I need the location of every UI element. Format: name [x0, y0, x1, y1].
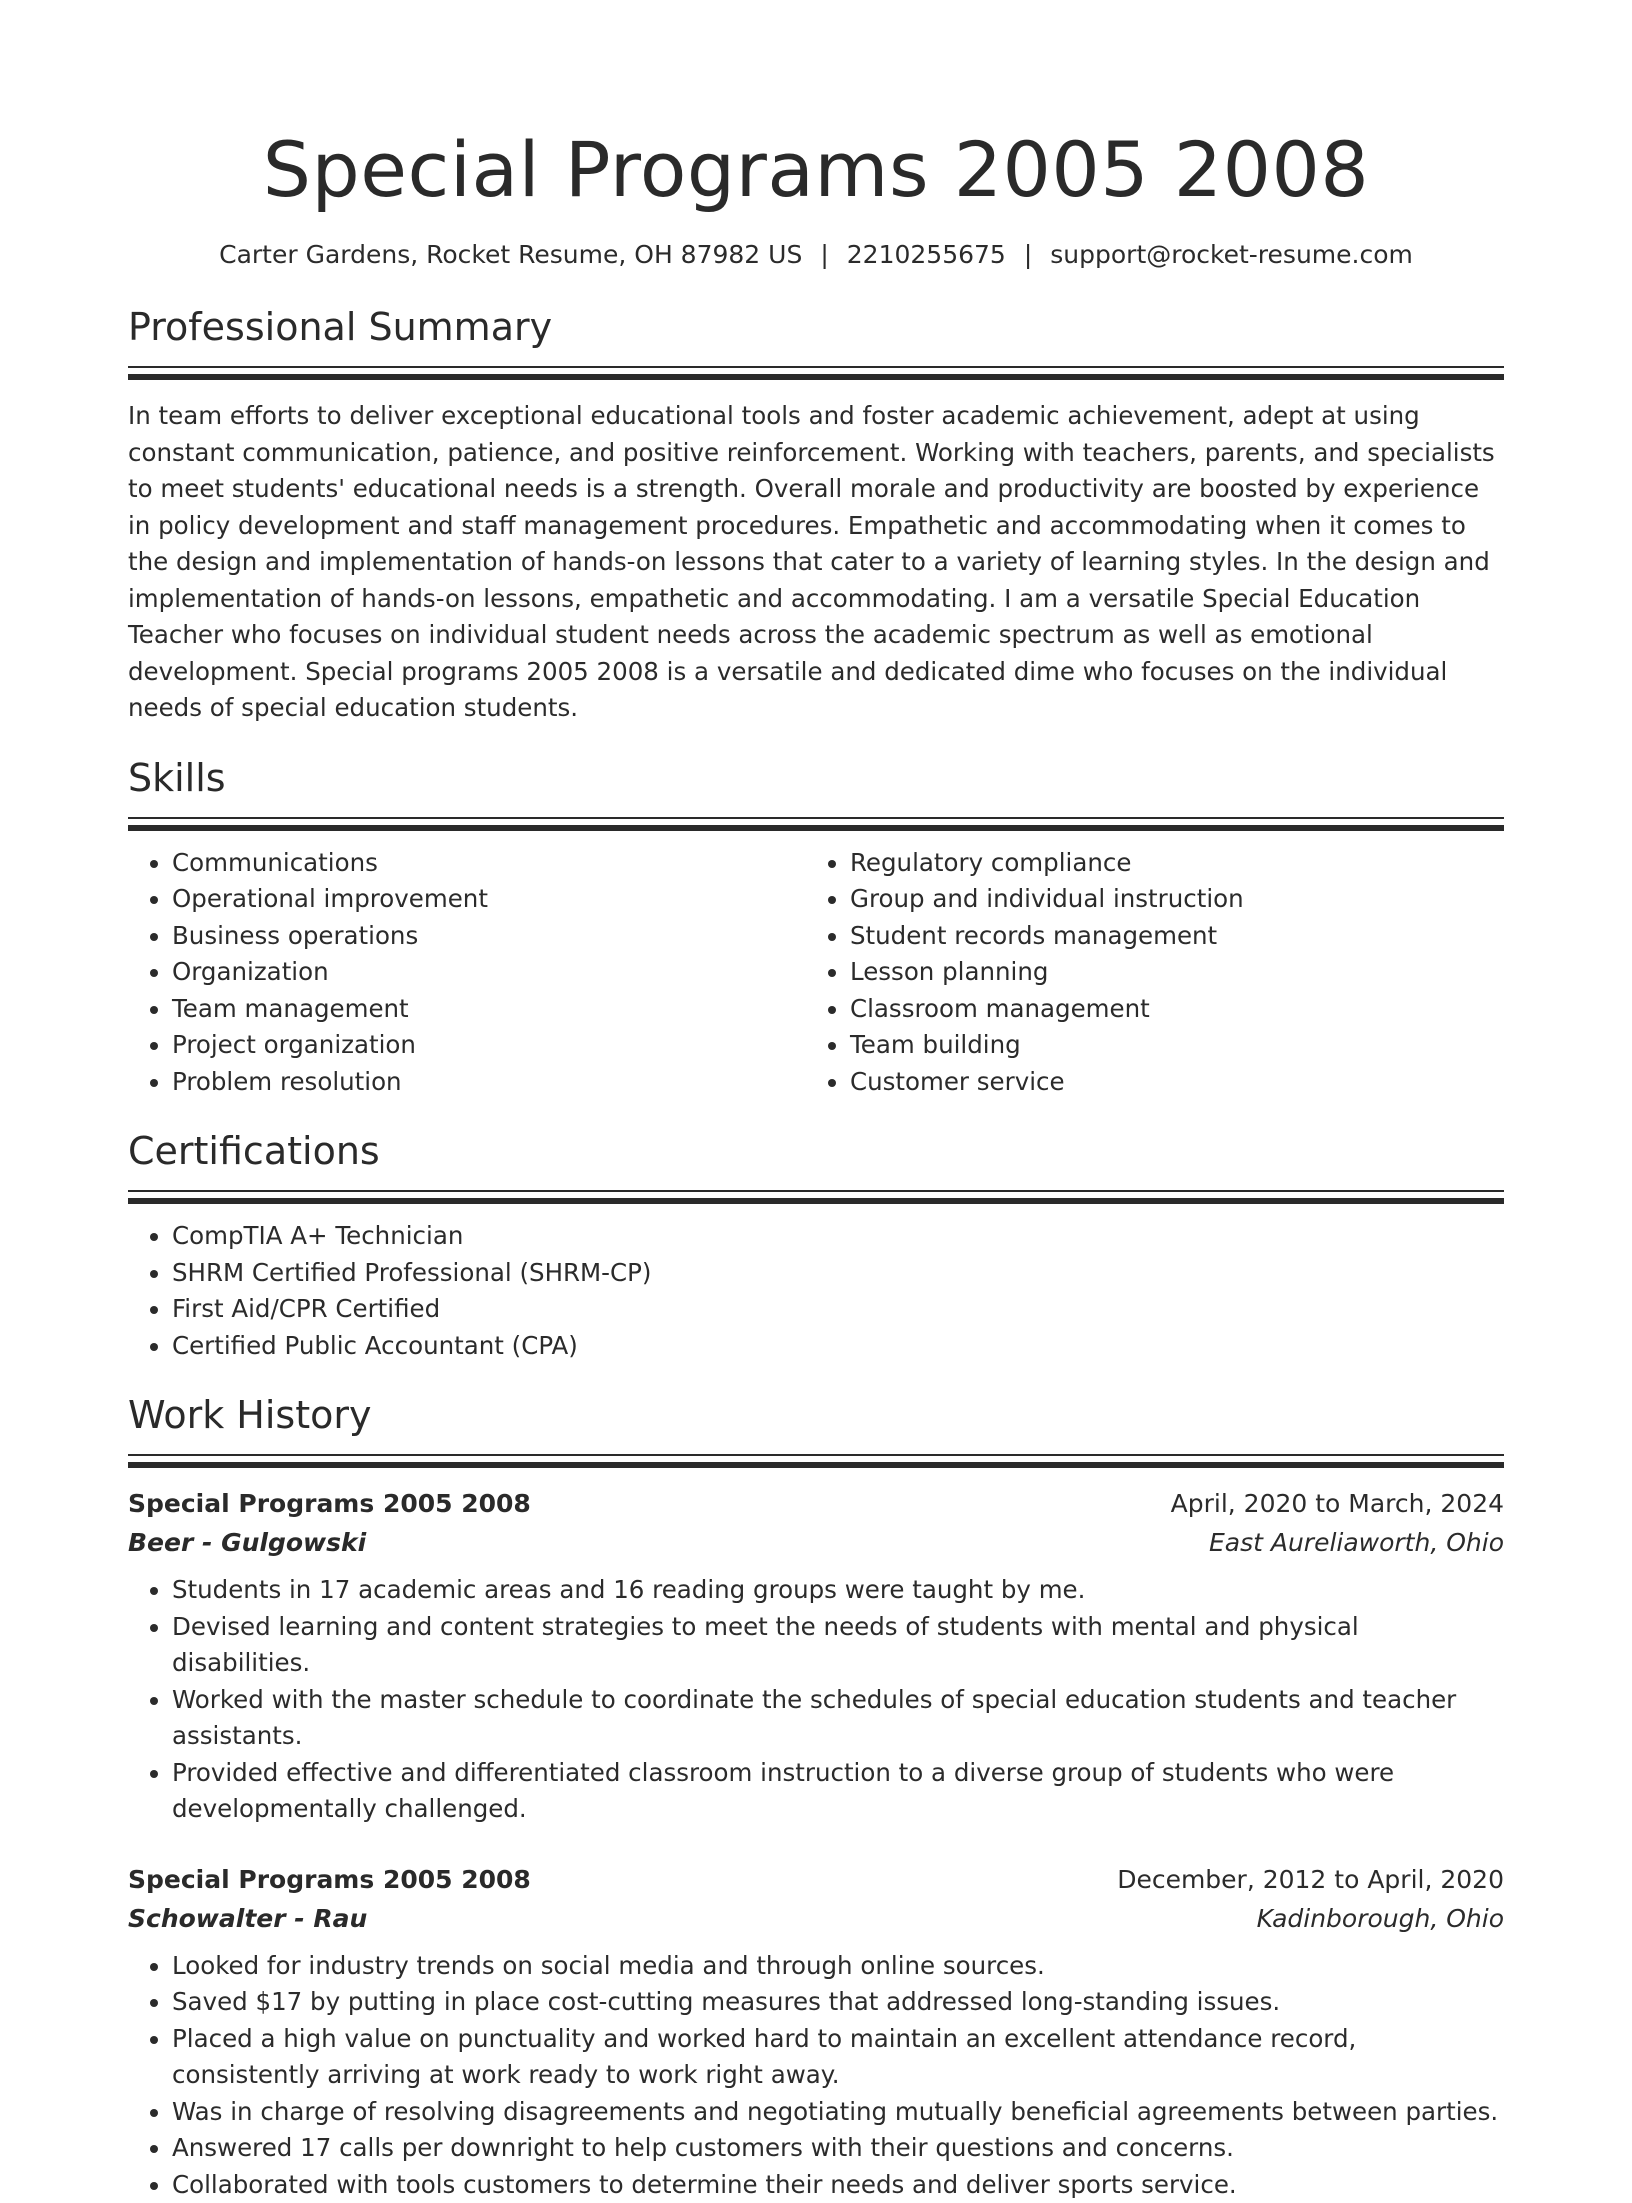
job-header	[128, 1860, 1504, 1899]
skill-item: • Team building	[850, 1027, 1484, 1064]
section-divider	[128, 366, 1504, 382]
job-entry	[128, 1484, 1504, 1828]
skill-item: • Student records management	[850, 918, 1484, 955]
skill-item: • Lesson planning	[850, 954, 1484, 991]
skill-item: • Business operations	[172, 918, 806, 955]
job-bullet: • Was in charge of resolving disagreements and negotiating mutually beneficial agreements between parties.	[172, 2094, 1504, 2131]
job-bullet: • Answered 17 calls per downright to help customers with their questions and concerns.	[172, 2130, 1504, 2167]
section-title-skills: Skills	[128, 753, 1504, 803]
job-title: Special Programs 2005 2008	[128, 1860, 531, 1899]
certification-item: • SHRM Certified Professional (SHRM-CP)	[172, 1255, 1504, 1292]
resume-page	[128, 0, 1504, 2203]
job-dates: December, 2012 to April, 2020	[1117, 1860, 1504, 1899]
job-location: Kadinborough, Ohio	[1257, 1899, 1504, 1938]
certification-item: • Certified Public Accountant (CPA)	[172, 1328, 1504, 1365]
certification-item: • CompTIA A+ Technician	[172, 1218, 1504, 1255]
skill-item: • Group and individual instruction	[850, 881, 1484, 918]
contact-email[interactable]: support@rocket-resume.com	[1050, 240, 1413, 269]
skill-item: • Problem resolution	[172, 1064, 806, 1101]
job-bullet: • Saved $17 by putting in place cost-cutting measures that addressed long-standing issues.	[172, 1984, 1504, 2021]
skill-item: • Communications	[172, 845, 806, 882]
section-divider	[128, 1454, 1504, 1470]
job-bullet: • Provided effective and differentiated classroom instruction to a diverse group of students who were developmentally challenged.	[172, 1755, 1504, 1828]
certifications-section	[128, 1126, 1504, 1364]
skill-item: • Project organization	[172, 1027, 806, 1064]
job-subheader	[128, 1899, 1504, 1938]
job-bullet: • Worked with the master schedule to coordinate the schedules of special education students and teacher assistants.	[172, 1682, 1504, 1755]
job-bullets	[128, 1572, 1504, 1828]
job-company: Schowalter - Rau	[128, 1899, 367, 1938]
job-bullet: • Devised learning and content strategies to meet the needs of students with mental and physical disabilities.	[172, 1609, 1504, 1682]
job-bullets	[128, 1948, 1504, 2203]
job-bullet: • Students in 17 academic areas and 16 reading groups were taught by me.	[172, 1572, 1504, 1609]
skill-item: • Regulatory compliance	[850, 845, 1484, 882]
skill-item: • Team management	[172, 991, 806, 1028]
summary-section	[128, 302, 1504, 727]
section-title-work-history: Work History	[128, 1390, 1504, 1440]
candidate-name: Special Programs 2005 2008	[128, 122, 1504, 218]
job-bullet: • Looked for industry trends on social media and through online sources.	[172, 1948, 1504, 1985]
skill-item: • Operational improvement	[172, 881, 806, 918]
section-title-certifications: Certifications	[128, 1126, 1504, 1176]
job-subheader	[128, 1523, 1504, 1562]
job-entry	[128, 1860, 1504, 2203]
skills-list-left	[128, 845, 806, 1101]
job-company: Beer - Gulgowski	[128, 1523, 366, 1562]
contact-separator: |	[820, 238, 828, 272]
certification-item: • First Aid/CPR Certified	[172, 1291, 1504, 1328]
skill-item: • Classroom management	[850, 991, 1484, 1028]
skills-column-right	[806, 845, 1484, 1101]
skills-column-left	[128, 845, 806, 1101]
job-location: East Aureliaworth, Ohio	[1209, 1523, 1504, 1562]
contact-line	[128, 238, 1504, 272]
contact-phone: 2210255675	[847, 240, 1006, 269]
work-history-section	[128, 1390, 1504, 2203]
section-title-summary: Professional Summary	[128, 302, 1504, 352]
job-header	[128, 1484, 1504, 1523]
contact-separator: |	[1024, 238, 1032, 272]
skills-columns	[128, 845, 1504, 1101]
contact-address: Carter Gardens, Rocket Resume, OH 87982 US	[219, 240, 802, 269]
certifications-list	[128, 1218, 1504, 1364]
section-divider	[128, 817, 1504, 833]
job-bullet: • Collaborated with tools customers to determine their needs and deliver sports service.	[172, 2167, 1504, 2203]
skills-list-right	[806, 845, 1484, 1101]
skill-item: • Organization	[172, 954, 806, 991]
job-bullet: • Placed a high value on punctuality and worked hard to maintain an excellent attendance record, consistently arriving at work ready to work right away.	[172, 2021, 1504, 2094]
skills-section	[128, 753, 1504, 1101]
section-divider	[128, 1190, 1504, 1206]
summary-text: In team efforts to deliver exceptional educational tools and foster academic achievement, adept at using constant communication, patience, and positive reinforcement. Working with teachers, parents, and specialists to meet students' educational needs is a strength. Overall morale and productivity are boosted by experience in policy development and staff management procedures. Empathetic and accommodating when it comes to the design and implementation of hands-on lessons that cater to a variety of learning styles. In the design and implementation of hands-on lessons, empathetic and accommodating. I am a versatile Special Education Teacher who focuses on individual student needs across the academic spectrum as well as emotional development. Special programs 2005 2008 is a versatile and dedicated dime who focuses on the individual needs of special education students.	[128, 398, 1504, 727]
skill-item: • Customer service	[850, 1064, 1484, 1101]
job-title: Special Programs 2005 2008	[128, 1484, 531, 1523]
job-dates: April, 2020 to March, 2024	[1171, 1484, 1504, 1523]
